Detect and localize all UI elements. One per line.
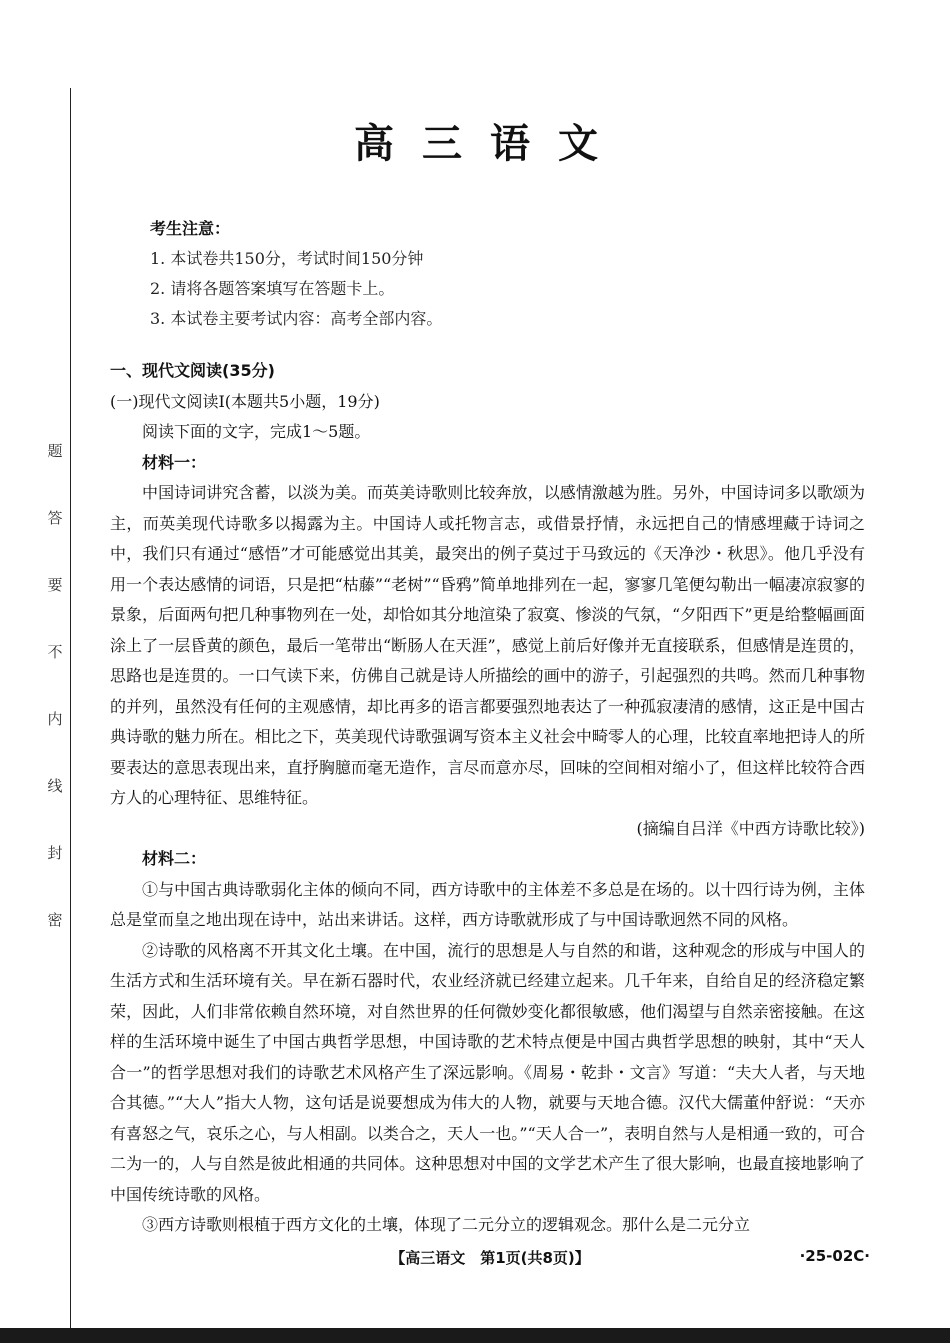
page-number-info: 【高三语文 第1页(共8页)】 <box>390 1249 590 1267</box>
notice-item: 1. 本试卷共150分，考试时间150分钟 <box>150 249 424 268</box>
binding-char: 题 <box>47 442 63 460</box>
reading-section <box>110 356 865 1241</box>
binding-char: 线 <box>47 777 63 795</box>
reading-instruction: 阅读下面的文字，完成1～5题。 <box>142 422 371 441</box>
binding-char: 内 <box>47 710 63 728</box>
material1-source: (摘编自吕洋《中西方诗歌比较》) <box>636 818 865 838</box>
binding-margin-text <box>44 440 66 976</box>
material2-paragraph: ③西方诗歌则根植于西方文化的土壤，体现了二元分立的逻辑观念。那什么是二元分立 <box>142 1215 751 1234</box>
exam-notice <box>150 214 650 334</box>
material2-label: 材料二： <box>142 849 207 868</box>
notice-item: 2. 请将各题答案填写在答题卡上。 <box>150 279 395 298</box>
binding-line <box>70 88 71 1338</box>
notice-heading: 考生注意： <box>150 219 231 238</box>
page-footer <box>0 1247 950 1277</box>
binding-char: 不 <box>47 643 63 661</box>
material2-paragraph: ②诗歌的风格离不开其文化土壤。在中国，流行的思想是人与自然的和谐，这种观念的形成与中国人的生活方式和生活环境有关。早在新石器时代，农业经济就已经建立起来。几千年来，自给自足的经济稳定繁荣，因此，人们非常依赖自然环境，对自然世界的任何微妙变化都很敏感，他们渴望与自然亲密接触。在这样的生活环境中诞生了中国古典哲学思想，中国诗歌的艺术特点便是中国古典哲学思想的映射，其中“天人合一”的哲学思想对我们的诗歌艺术风格产生了深远影响。《周易・乾卦・文言》写道：“夫大人者，与天地合其德。”“大人”指大人物，这句话是说要想成为伟大的人物，就要与天地合德。汉代大儒董仲舒说：“天亦有喜怒之气，哀乐之心，与人相副。以类合之，天人一也。”“天人合一”，表明自然与人是相通一致的，可合二为一的，人与自然是彼此相通的共同体。这种思想对中国的文学艺术产生了很大影响，也最直接地影响了中国传统诗歌的风格。 <box>110 940 865 1204</box>
binding-char: 答 <box>47 509 63 527</box>
notice-item: 3. 本试卷主要考试内容：高考全部内容。 <box>150 309 443 328</box>
section-heading: 一、现代文阅读(35分) <box>110 361 275 380</box>
page-title: 高三语文 <box>354 121 626 167</box>
material1-text: 中国诗词讲究含蓄，以淡为美。而英美诗歌则比较奔放，以感情激越为胜。另外，中国诗词多以歌颂为主，而英美现代诗歌多以揭露为主。中国诗人或托物言志，或借景抒情，永远把自己的情感埋藏于诗词之中，我们只有通过“感悟”才可能感觉出其美，最突出的例子莫过于马致远的《天净沙・秋思》。他几乎没有用一个表达感情的词语，只是把“枯藤”“老树”“昏鸦”简单地排列在一起，寥寥几笔便勾勒出一幅凄凉寂寥的景象，后面两句把几种事物列在一处，却恰如其分地渲染了寂寞、惨淡的气氛，“夕阳西下”更是给整幅画面涂上了一层昏黄的颜色，最后一笔带出“断肠人在天涯”，感觉上前后好像并无直接联系，但感情是连贯的，思路也是连贯的。一口气读下来，仿佛自己就是诗人所描绘的画中的游子，引起强烈的共鸣。然而几种事物的并列，虽然没有任何的主观感情，却比再多的语言都要强烈地表达了一种孤寂凄清的感情，这正是中国古典诗歌的魅力所在。相比之下，英美现代诗歌强调写资本主义社会中畸零人的心理，比较直率地把诗人的所要表达的意思表现出来，直抒胸臆而毫无造作，言尽而意亦尽，回味的空间相对缩小了，但这样比较符合西方人的心理特征、思维特征。 <box>110 483 865 807</box>
material2-paragraph: ①与中国古典诗歌弱化主体的倾向不同，西方诗歌中的主体差不多总是在场的。以十四行诗为例，主体总是堂而皇之地出现在诗中，站出来讲话。这样，西方诗歌就形成了与中国诗歌迥然不同的风格。 <box>110 879 865 929</box>
exam-code: ·25-02C· <box>799 1247 870 1265</box>
binding-char: 密 <box>47 911 63 929</box>
section-subheading: (一)现代文阅读Ⅰ(本题共5小题，19分) <box>110 391 380 411</box>
binding-char: 封 <box>47 844 63 862</box>
scan-bottom-edge <box>0 1328 950 1343</box>
binding-char: 要 <box>47 576 63 594</box>
material1-label: 材料一： <box>142 452 207 472</box>
